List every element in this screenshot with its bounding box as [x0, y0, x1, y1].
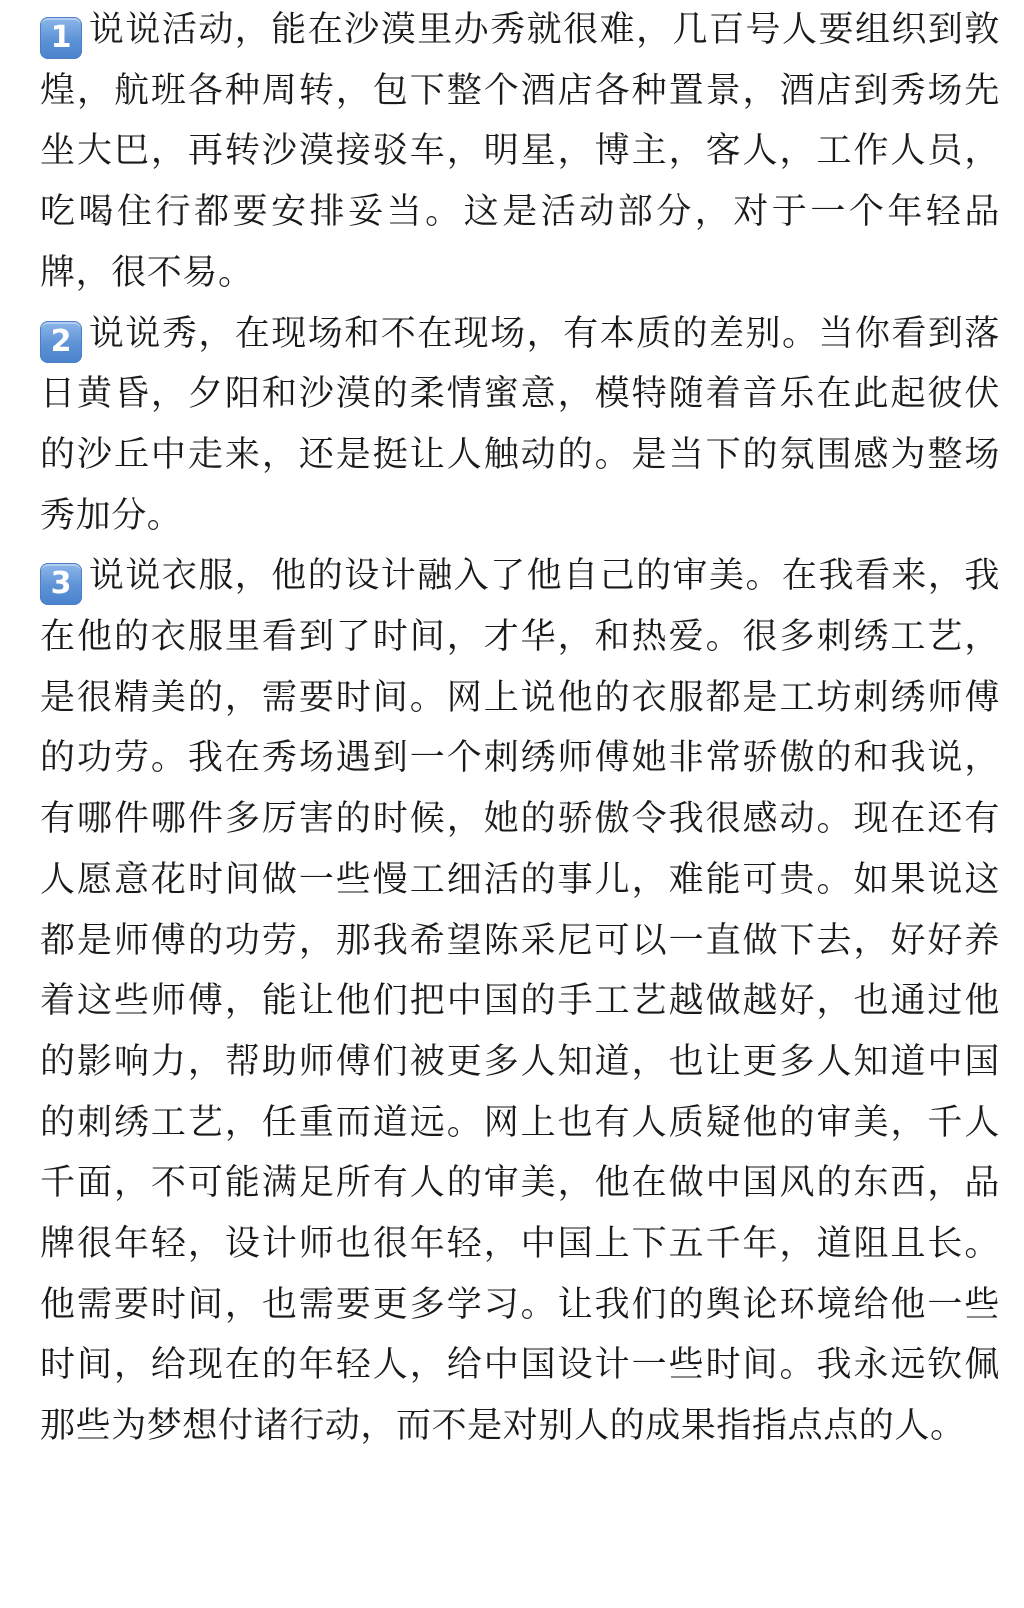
paragraph-3-text: 说说衣服，他的设计融入了他自己的审美。在我看来，我在他的衣服里看到了时间，才华，和热爱。很多刺绣工艺，是很精美的，需要时间。网上说他的衣服都是工坊刺绣师傅的功劳。我在秀场遇到一个刺绣师傅她非常骄傲的和我说，有哪件哪件多厉害的时候，她的骄傲令我很感动。现在还有人愿意花时间做一些慢工细活的事儿，难能可贵。如果说这都是师傅的功劳，那我希望陈采尼可以一直做下去，好好养着这些师傅，能让他们把中国的手工艺越做越好，也通过他的影响力，帮助师傅们被更多人知道，也让更多人知道中国的刺绣工艺，任重而道远。网上也有人质疑他的审美，千人千面，不可能满足所有人的审美，他在做中国风的东西，品牌很年轻，设计师也很年轻，中国上下五千年，道阻且长。他需要时间，也需要更多学习。让我们的舆论环境给他一些时间，给现在的年轻人，给中国设计一些时间。我永远钦佩那些为梦想付诸行动，而不是对别人的成果指指点点的人。	[40, 556, 1000, 1447]
number-2-keycap-icon: 2	[40, 321, 82, 363]
number-1-keycap-icon: 1	[40, 17, 82, 59]
number-3-keycap-icon: 3	[40, 563, 82, 605]
paragraph-2	[40, 304, 1000, 547]
paragraph-3	[40, 546, 1000, 1457]
paragraph-1	[40, 0, 1000, 304]
paragraph-2-text: 说说秀，在现场和不在现场，有本质的差别。当你看到落日黄昏，夕阳和沙漠的柔情蜜意，模特随着音乐在此起彼伏的沙丘中走来，还是挺让人触动的。是当下的氛围感为整场秀加分。	[40, 313, 1000, 536]
article-body	[40, 0, 1000, 1457]
paragraph-1-text: 说说活动，能在沙漠里办秀就很难，几百号人要组织到敦煌，航班各种周转，包下整个酒店各种置景，酒店到秀场先坐大巴，再转沙漠接驳车，明星，博主，客人，工作人员，吃喝住行都要安排妥当。这是活动部分，对于一个年轻品牌，很不易。	[40, 10, 1000, 293]
